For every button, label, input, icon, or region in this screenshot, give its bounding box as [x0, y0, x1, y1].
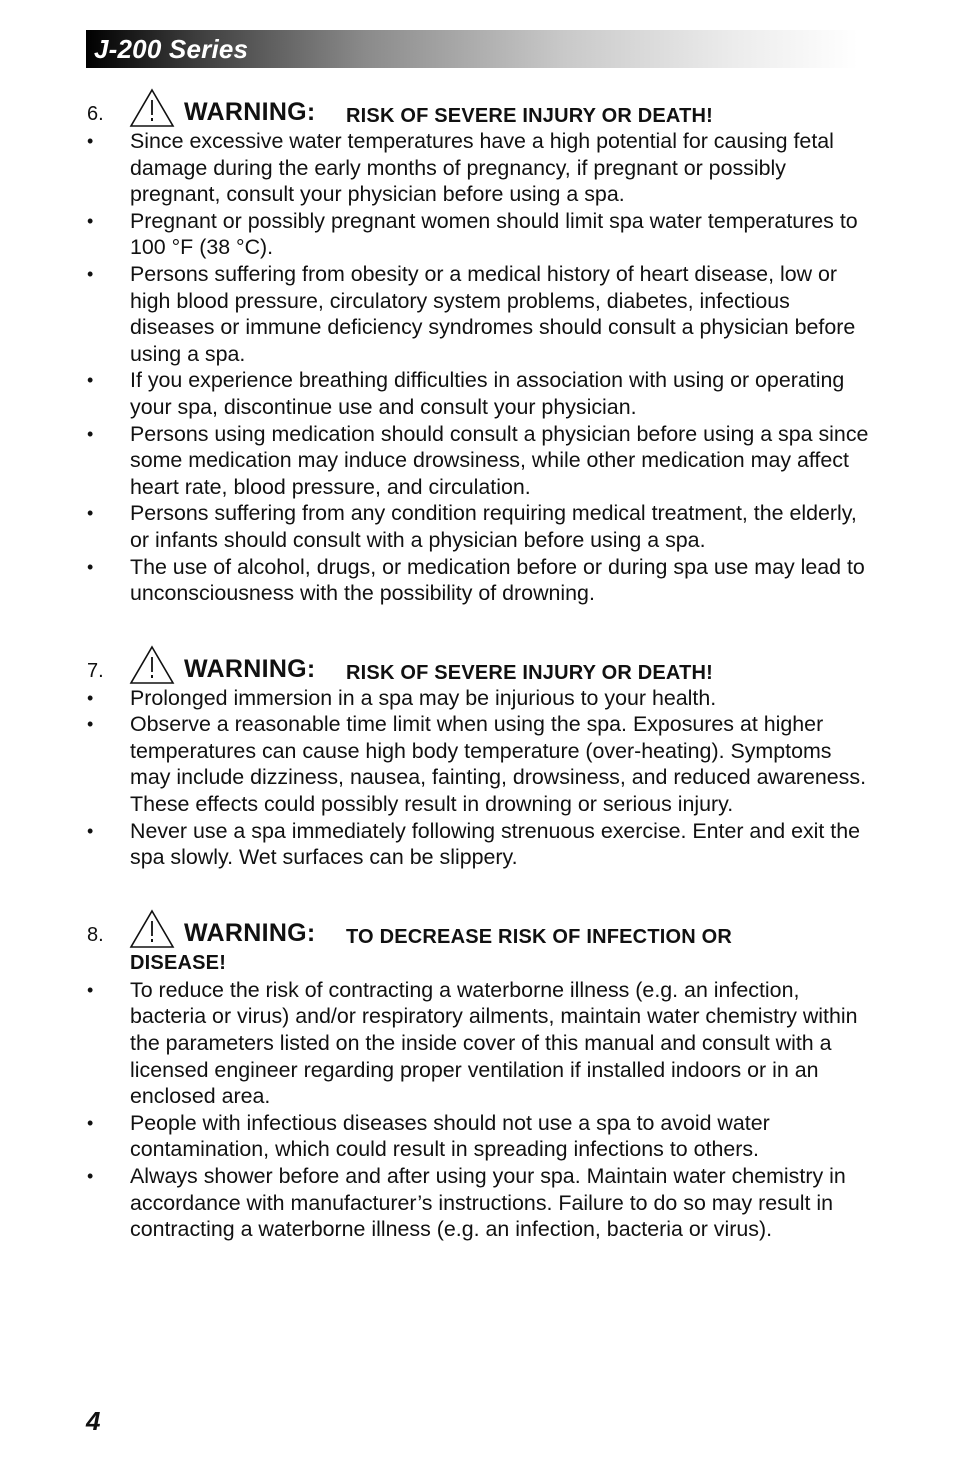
bullet-list [86, 685, 876, 871]
list-item: • To reduce the risk of contracting a waterborne illness (e.g. an infection, bacteria or virus) and/or respiratory ailments, maintain water chemistry within the parameters listed on the inside cover of this manual and consult with a licensed engineer regarding proper ventilation if installed indoors or in an enclosed area. [86, 977, 876, 1110]
header-bar [86, 30, 858, 68]
warning-subtitle: TO DECREASE RISK OF INFECTION OR [346, 925, 733, 948]
bullet-list [86, 128, 876, 607]
warning-number: 8. [87, 923, 104, 946]
list-item: • The use of alcohol, drugs, or medication before or during spa use may lead to unconsciousness with the possibility of drowning. [86, 554, 876, 607]
list-item: • Observe a reasonable time limit when using the spa. Exposures at higher temperatures can cause high body temperature (over-heating). Symptoms may include dizziness, nausea, fainting, drowsiness, and reduced awareness. These effects could possibly result in drowning or serious injury. [86, 711, 876, 817]
warning-subtitle-continued: DISEASE! [130, 951, 227, 974]
warning-number: 6. [87, 103, 104, 125]
list-item: • Since excessive water temperatures have a high potential for causing fetal damage during the early months of pregnancy, if pregnant or possibly pregnant, consult your physician before using a spa. [86, 128, 876, 208]
warning-triangle-icon [129, 88, 175, 128]
warning-label: WARNING: [184, 918, 316, 947]
warning-section-6 [86, 88, 876, 607]
list-item: • Never use a spa immediately following strenuous exercise. Enter and exit the spa slowly. Wet surfaces can be slippery. [86, 818, 876, 871]
list-item: • Pregnant or possibly pregnant women should limit spa water temperatures to 100 °F (38 °C). [86, 208, 876, 261]
list-item: • Persons suffering from any condition requiring medical treatment, the elderly, or infants should consult with a physician before using a spa. [86, 500, 876, 553]
list-item: • People with infectious diseases should not use a spa to avoid water contamination, which could result in spreading infections to others. [86, 1110, 876, 1163]
warning-triangle-icon [129, 645, 175, 685]
warning-triangle-icon [129, 909, 175, 949]
warning-subtitle: RISK OF SEVERE INJURY OR DEATH! [346, 661, 713, 684]
warning-label: WARNING: [184, 98, 316, 126]
list-item: • Always shower before and after using your spa. Maintain water chemistry in accordance with manufacturer’s instructions. Failure to do so may result in contracting a waterborne illness (e.g. an infection, bacteria or virus). [86, 1163, 876, 1243]
bullet-list [86, 977, 876, 1243]
list-item: • Persons using medication should consult a physician before using a spa since some medication may induce drowsiness, while other medication may affect heart rate, blood pressure, and circulation. [86, 421, 876, 501]
warning-label: WARNING: [184, 654, 316, 683]
warning-heading [86, 909, 876, 977]
warning-heading [86, 88, 876, 128]
warning-section-7 [86, 645, 876, 871]
header-title: J-200 Series [94, 34, 249, 64]
list-item: • If you experience breathing difficulties in association with using or operating your spa, discontinue use and consult your physician. [86, 367, 876, 420]
list-item: • Prolonged immersion in a spa may be injurious to your health. [86, 685, 876, 712]
warning-subtitle: RISK OF SEVERE INJURY OR DEATH! [346, 105, 713, 127]
page-content [86, 88, 876, 1281]
warning-heading [86, 645, 876, 685]
warning-section-8 [86, 909, 876, 1243]
list-item: • Persons suffering from obesity or a medical history of heart disease, low or high blood pressure, circulatory system problems, diabetes, infectious diseases or immune deficiency syndromes should consult a physician before using a spa. [86, 261, 876, 367]
page-number: 4 [86, 1406, 101, 1436]
warning-number: 7. [87, 659, 104, 682]
